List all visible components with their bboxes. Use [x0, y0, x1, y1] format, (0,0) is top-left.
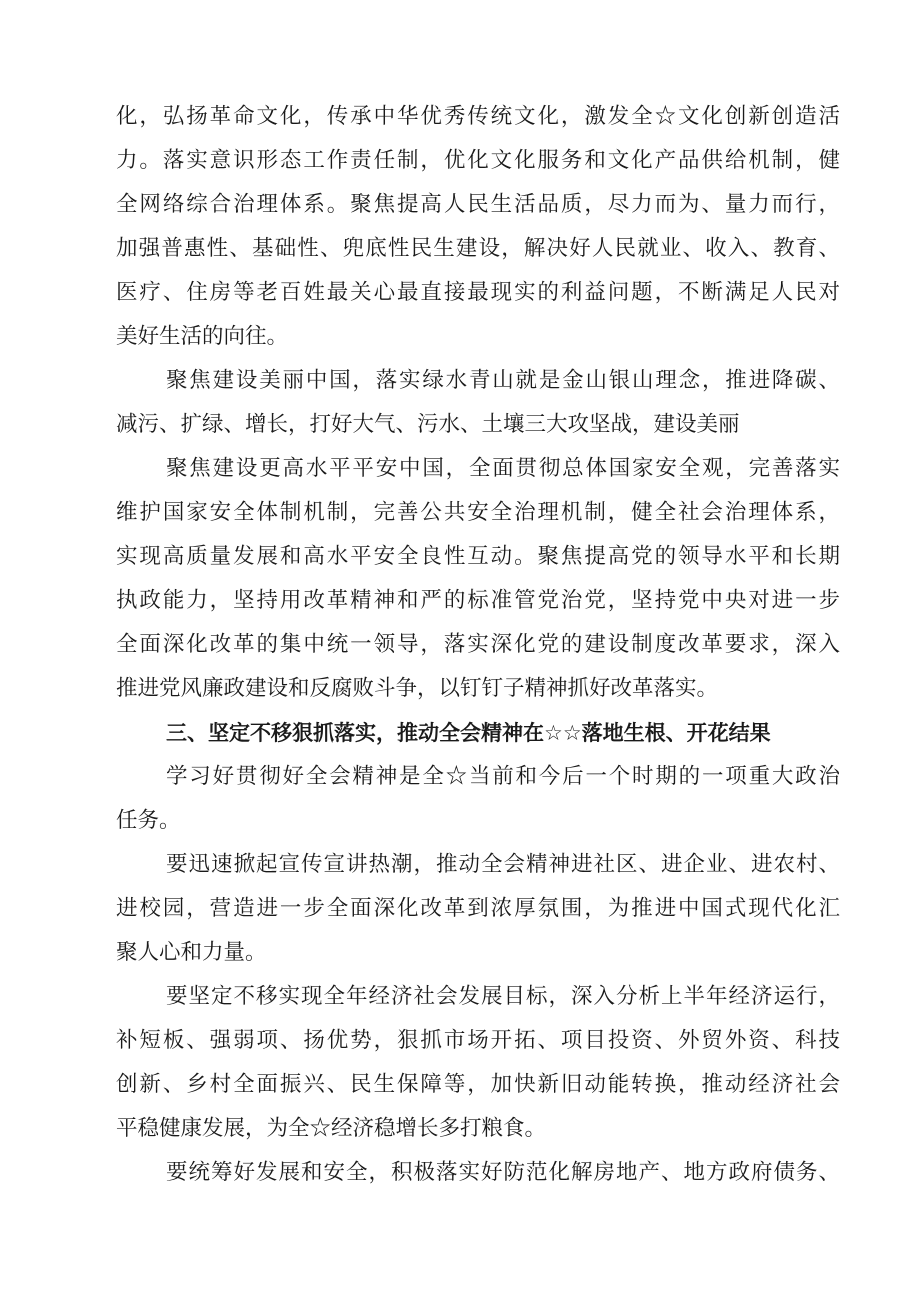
text-line: 维护国家安全体制机制，完善公共安全治理机制，健全社会治理体系， — [116, 500, 840, 525]
text-line: 平稳健康发展，为全☆经济稳增长多打粮食。 — [116, 1116, 547, 1141]
section-heading: 三、坚定不移狠抓落实，推动全会精神在☆☆落地生根、开花结果 — [166, 721, 771, 745]
paragraph-start-line: 聚焦建设更高水平平安中国，全面贯彻总体国家安全观，完善落实 — [166, 456, 840, 481]
text-line: 医疗、住房等老百姓最关心最直接最现实的利益问题，不断满足人民对 — [116, 280, 840, 305]
text-line: 创新、乡村全面振兴、民生保障等，加快新旧动能转换，推动经济社会 — [116, 1072, 840, 1097]
paragraph-start-line: 要统筹好发展和安全，积极落实好防范化解房地产、地方政府债务、 — [166, 1160, 840, 1185]
paragraph-start-line: 要坚定不移实现全年经济社会发展目标，深入分析上半年经济运行， — [166, 984, 840, 1009]
text-line: 进校园，营造进一步全面深化改革到浓厚氛围，为推进中国式现代化汇 — [116, 896, 840, 921]
text-line: 化，弘扬革命文化，传承中华优秀传统文化，激发全☆文化创新创造活 — [116, 104, 840, 129]
text-line: 减污、扩绿、增长，打好大气、污水、土壤三大攻坚战，建设美丽 — [116, 412, 740, 437]
text-line: 加强普惠性、基础性、兜底性民生建设，解决好人民就业、收入、教育、 — [116, 236, 840, 261]
paragraph-start-line: 聚焦建设美丽中国，落实绿水青山就是金山银山理念，推进降碳、 — [166, 368, 840, 393]
text-line: 实现高质量发展和高水平安全良性互动。聚焦提高党的领导水平和长期 — [116, 544, 840, 569]
paragraph-start-line: 要迅速掀起宣传宣讲热潮，推动全会精神进社区、进企业、进农村、 — [166, 852, 840, 877]
text-line: 力。落实意识形态工作责任制，优化文化服务和文化产品供给机制，健 — [116, 148, 840, 173]
text-line: 全面深化改革的集中统一领导，落实深化党的建设制度改革要求，深入 — [116, 632, 840, 657]
text-line: 推进党风廉政建设和反腐败斗争，以钉钉子精神抓好改革落实。 — [116, 676, 719, 701]
text-line: 任务。 — [116, 808, 181, 833]
text-line: 全网络综合治理体系。聚焦提高人民生活品质，尽力而为、量力而行， — [116, 192, 840, 217]
text-line: 补短板、强弱项、扬优势，狠抓市场开拓、项目投资、外贸外资、科技 — [116, 1028, 840, 1053]
paragraph-start-line: 学习好贯彻好全会精神是全☆当前和今后一个时期的一项重大政治 — [166, 764, 840, 789]
text-line: 聚人心和力量。 — [116, 940, 267, 965]
text-line: 执政能力，坚持用改革精神和严的标准管党治党，坚持党中央对进一步 — [116, 588, 840, 613]
text-line: 美好生活的向往。 — [116, 324, 289, 349]
